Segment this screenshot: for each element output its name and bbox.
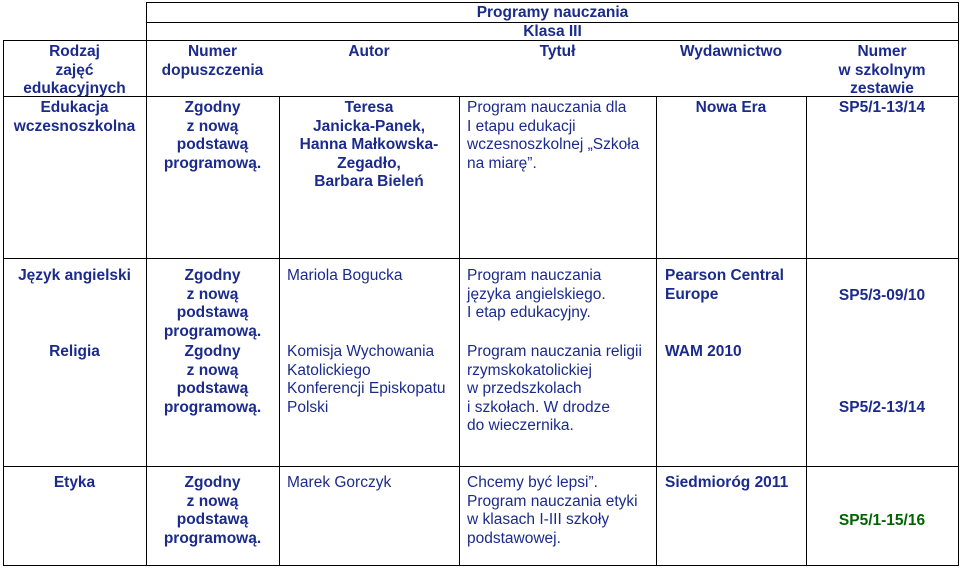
row3-wydawnictwo: WAM 2010 — [665, 343, 742, 360]
table-title: Programy nauczania — [476, 4, 629, 21]
table-border-right — [958, 2, 959, 566]
table-line — [656, 96, 657, 566]
row4-rodzaj: Etyka — [53, 474, 96, 491]
header-wydawnictwo: Wydawnictwo — [679, 43, 783, 60]
row2-wydawnictwo: Pearson Central Europe — [665, 267, 784, 303]
row1-autor: Teresa Janicka-Panek, Hanna Małkowska- Zegadło, Barbara Bieleń — [299, 99, 439, 190]
row4-wydawnictwo: Siedmioróg 2011 — [665, 474, 789, 491]
row1-rodzaj: Edukacja wczesnoszkolna — [13, 99, 136, 135]
row3-dopuszczenie: Zgodny z nową podstawą programową. — [163, 343, 262, 416]
row2-rodzaj: Język angielski — [18, 267, 131, 284]
row3-autor: Komisja Wychowania Katolickiego Konferencji Episkopatu Polski — [287, 343, 446, 416]
row4-numer: SP5/1-15/16 — [838, 512, 926, 529]
row4-tytul: Chcemy być lepsi”. Program nauczania etyki w klasach I-III szkoły podstawowej. — [467, 474, 638, 547]
row2-autor: Mariola Bogucka — [287, 267, 403, 284]
header-rodzaj: Rodzaj zajęć edukacyjnych — [23, 43, 126, 97]
class-label: Klasa III — [523, 23, 582, 40]
header-autor: Autor — [348, 43, 390, 60]
row3-rodzaj: Religia — [49, 343, 100, 360]
row1-numer: SP5/1-13/14 — [838, 99, 926, 116]
row4-dopuszczenie: Zgodny z nową podstawą programową. — [163, 474, 262, 547]
row4-autor: Marek Gorczyk — [287, 474, 392, 491]
row2-numer: SP5/3-09/10 — [838, 287, 926, 304]
header-tytul: Tytuł — [539, 43, 576, 60]
table-border-top — [146, 2, 959, 3]
row1-wydawnictwo: Nowa Era — [695, 99, 767, 116]
row1-tytul: Program nauczania dla I etapu edukacji wczesnoszkolnej „Szkoła na miarę”. — [467, 99, 640, 172]
table-line — [806, 96, 807, 566]
header-numer-zestaw: Numer w szkolnym zestawie — [838, 43, 926, 97]
row1-dopuszczenie: Zgodny z nową podstawą programową. — [163, 99, 262, 172]
row2-dopuszczenie: Zgodny z nową podstawą programową. — [163, 267, 262, 340]
table-line — [459, 96, 460, 566]
row3-tytul: Program nauczania religii rzymskokatolickiej w przedszkolach i szkołach. W drodze do wieczernika. — [467, 343, 642, 434]
row2-tytul: Program nauczania języka angielskiego. I etap edukacyjny. — [467, 267, 606, 321]
header-numer-dopuszczenia: Numer dopuszczenia — [161, 43, 264, 79]
row3-numer: SP5/2-13/14 — [838, 399, 926, 416]
